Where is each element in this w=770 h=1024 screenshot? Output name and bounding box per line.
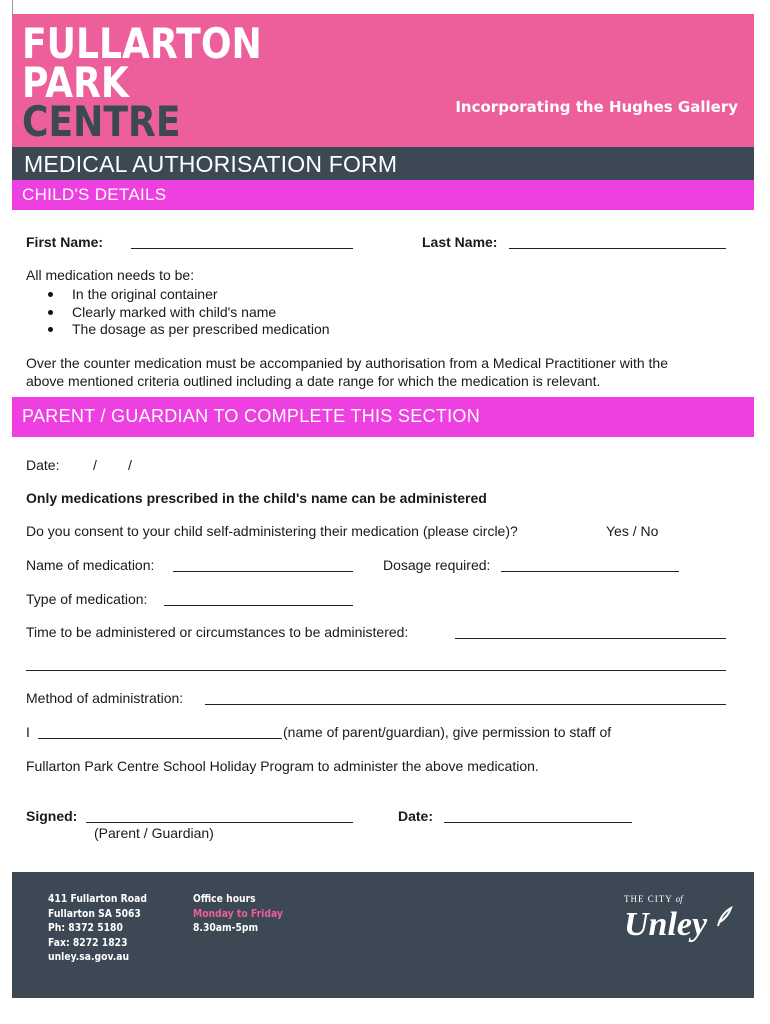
logo-line-2: PARK	[22, 58, 129, 107]
date-separator: /	[93, 457, 97, 473]
permission-prefix: I	[26, 724, 30, 740]
footer-fax: Fax: 8272 1823	[48, 936, 128, 949]
header-tagline: Incorporating the Hughes Gallery	[455, 98, 738, 116]
type-field[interactable]	[164, 605, 353, 606]
header-banner	[12, 14, 754, 147]
footer-contact	[48, 892, 147, 965]
permission-suffix: (name of parent/guardian), give permission to staff of	[283, 724, 612, 740]
otc-note-line-2: above mentioned criteria outlined including a date range for which the medication is relevant.	[26, 373, 601, 389]
criteria-item-text: Clearly marked with child's name	[72, 303, 277, 320]
criteria-item-text: The dosage as per prescribed medication	[72, 321, 330, 337]
council-small-text	[624, 894, 683, 904]
prescribed-note: Only medications prescribed in the child's name can be administered	[26, 490, 487, 506]
signed-caption: (Parent / Guardian)	[94, 825, 214, 841]
first-name-label: First Name:	[26, 234, 104, 250]
bullet-icon	[48, 327, 53, 332]
date-label: Date:	[26, 457, 60, 473]
bullet-icon	[48, 310, 53, 315]
criteria-item	[48, 286, 330, 304]
guardian-name-field[interactable]	[38, 738, 282, 739]
footer-phone: Ph: 8372 5180	[48, 922, 123, 935]
childs-details-heading: CHILD'S DETAILS	[22, 185, 167, 204]
council-city-text: THE CITY	[624, 894, 673, 904]
medication-name-field[interactable]	[173, 571, 353, 572]
footer	[12, 872, 754, 998]
method-label: Method of administration:	[26, 690, 184, 706]
consent-options[interactable]: Yes / No	[606, 523, 659, 539]
footer-address-line: Fullarton SA 5063	[48, 907, 141, 920]
date-separator: /	[128, 457, 132, 473]
office-hours-times: 8.30am-5pm	[193, 922, 259, 935]
bullet-icon	[48, 292, 53, 297]
signed-label: Signed:	[26, 808, 78, 824]
leaf-icon	[714, 906, 734, 928]
parent-section-heading: PARENT / GUARDIAN TO COMPLETE THIS SECTION	[22, 406, 481, 426]
otc-note-line-1: Over the counter medication must be accompanied by authorisation from a Medical Practitioner with the	[26, 355, 668, 371]
council-name: Unley	[624, 906, 708, 943]
signature-field[interactable]	[86, 822, 353, 823]
criteria-item	[48, 321, 330, 339]
form-title-bar	[12, 147, 754, 180]
footer-website-link[interactable]: unley.sa.gov.au	[48, 951, 130, 964]
criteria-intro: All medication needs to be:	[26, 267, 195, 283]
city-of-unley-logo	[618, 894, 738, 954]
time-label: Time to be administered or circumstances to be administered:	[26, 624, 409, 640]
parent-section-bar	[12, 397, 754, 437]
time-field-continued[interactable]	[26, 670, 726, 671]
logo-line-1: FULLARTON	[22, 19, 262, 68]
criteria-item	[48, 304, 330, 322]
medication-name-label: Name of medication:	[26, 557, 155, 573]
council-of-text: of	[675, 894, 683, 904]
sign-date-label: Date:	[398, 808, 434, 824]
fullarton-park-centre-logo	[22, 19, 262, 146]
last-name-label: Last Name:	[422, 234, 498, 250]
type-label: Type of medication:	[26, 591, 148, 607]
method-field[interactable]	[205, 704, 726, 705]
criteria-item-text: In the original container	[72, 286, 218, 302]
consent-question: Do you consent to your child self-administering their medication (please circle)?	[26, 523, 518, 539]
footer-address-line: 411 Fullarton Road	[48, 893, 147, 905]
first-name-field[interactable]	[131, 248, 353, 249]
last-name-field[interactable]	[509, 248, 726, 249]
criteria-list	[48, 286, 330, 339]
program-statement: Fullarton Park Centre School Holiday Program to administer the above medication.	[26, 758, 539, 774]
form-title: MEDICAL AUTHORISATION FORM	[24, 151, 398, 177]
page-edge-mark	[12, 0, 13, 14]
time-field[interactable]	[455, 638, 726, 639]
logo-line-3: CENTRE	[22, 97, 181, 146]
footer-office-hours	[193, 892, 283, 936]
office-hours-days: Monday to Friday	[193, 907, 283, 920]
dosage-label: Dosage required:	[383, 557, 491, 573]
sign-date-field[interactable]	[444, 822, 632, 823]
dosage-field[interactable]	[501, 571, 679, 572]
childs-details-section-bar	[12, 180, 754, 210]
office-hours-title: Office hours	[193, 893, 256, 905]
